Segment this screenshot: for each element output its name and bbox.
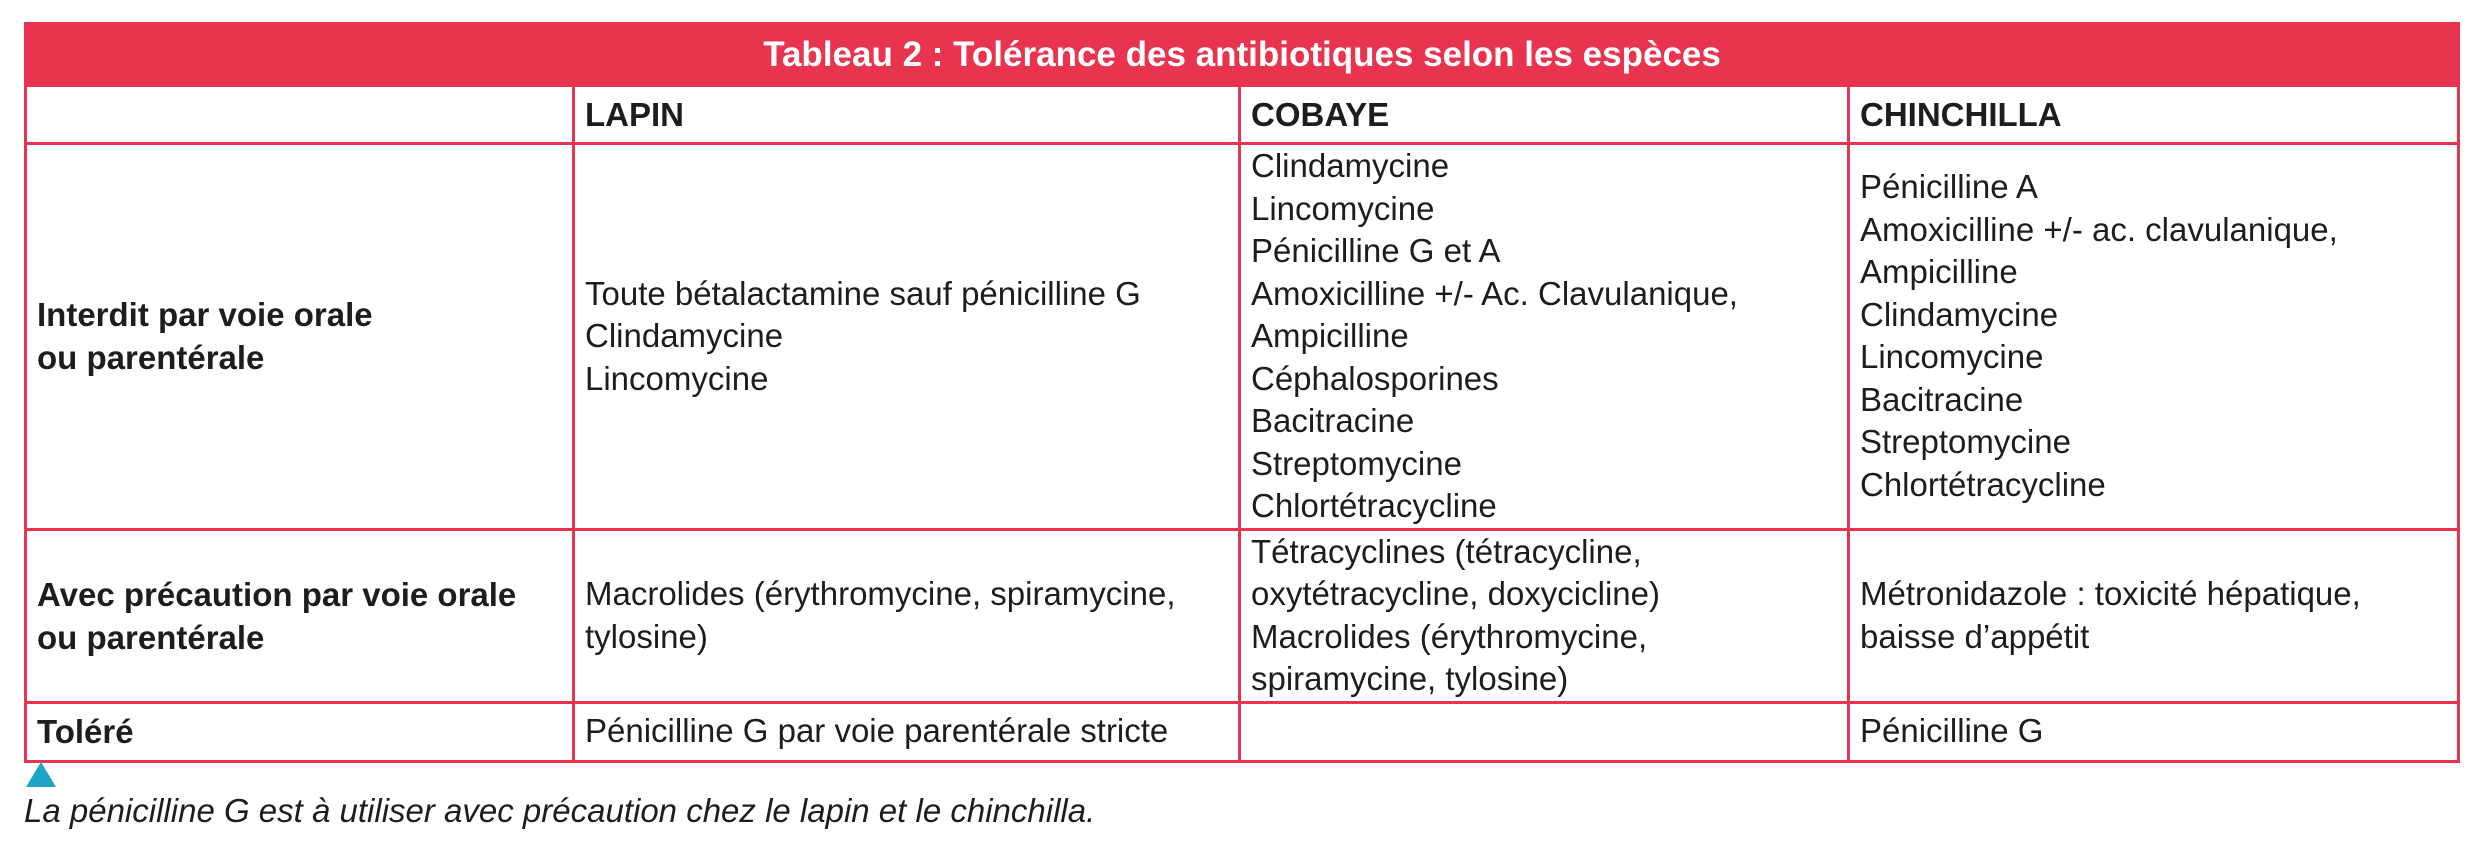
tolerance-table-container (24, 22, 2457, 763)
cell-line: Lincomycine (1860, 338, 2044, 376)
cell-tolere-lapin (574, 702, 1240, 761)
cell-line: Amoxicilline +/- ac. clavulanique, (1860, 210, 2338, 248)
cell-line: Clindamycine (1251, 147, 1450, 184)
row-label-precaution (26, 529, 574, 702)
cell-line: oxytétracycline, doxycicline) (1251, 575, 1660, 612)
cell-line: Streptomycine (1251, 444, 1462, 482)
cell-line: Pénicilline G et A (1251, 232, 1501, 269)
cell-line: Pénicilline A (1860, 168, 2038, 206)
cell-line: Toute bétalactamine sauf pénicilline G (585, 274, 1141, 312)
cell-tolere-cobaye (1240, 702, 1849, 761)
triangle-up-icon (26, 762, 56, 787)
antibiotic-tolerance-table (24, 22, 2460, 763)
cell-interdit-lapin (574, 144, 1240, 530)
cell-line: Chlortétracycline (1251, 487, 1497, 524)
cell-line: Clindamycine (1860, 295, 2059, 333)
column-header-lapin: LAPIN (574, 86, 1240, 144)
table-title: Tableau 2 : Tolérance des antibiotiques selon les espèces (26, 24, 2459, 86)
cell-line: Lincomycine (585, 359, 769, 397)
cell-line: Pénicilline G par voie parentérale stricte (585, 712, 1169, 750)
cell-tolere-chinchilla (1849, 702, 2459, 761)
row-label-tolere (26, 702, 574, 761)
cell-line: Lincomycine (1251, 189, 1435, 227)
cell-line: Métronidazole : toxicité hépatique, (1860, 575, 2361, 612)
cell-line: Tétracyclines (tétracycline, (1251, 532, 1642, 570)
column-header-row (26, 86, 2459, 144)
cell-line: Ampicilline (1860, 253, 2018, 291)
cell-line: baisse d’appétit (1860, 617, 2090, 655)
row-label-interdit (26, 144, 574, 530)
column-header-cobaye: COBAYE (1240, 86, 1849, 144)
cell-line: Bacitracine (1860, 380, 2024, 418)
cell-line: Chlortétracycline (1860, 465, 2106, 503)
row-label-line: Interdit par voie orale (37, 296, 373, 334)
column-header-empty (26, 86, 574, 144)
row-label-line: Avec précaution par voie orale (37, 575, 517, 613)
cell-line: Streptomycine (1860, 423, 2071, 461)
row-label-line: Toléré (37, 713, 134, 750)
row-label-line: ou parentérale (37, 618, 265, 656)
cell-line: spiramycine, tylosine) (1251, 660, 1569, 697)
cell-precaution-cobaye (1240, 529, 1849, 702)
row-label-line: ou parentérale (37, 339, 265, 377)
cell-line: Macrolides (érythromycine, spiramycine, (585, 575, 1176, 612)
cell-precaution-lapin (574, 529, 1240, 702)
cell-interdit-cobaye (1240, 144, 1849, 530)
column-header-chinchilla: CHINCHILLA (1849, 86, 2459, 144)
cell-line: Pénicilline G (1860, 712, 2044, 750)
table-row-precaution (26, 529, 2459, 702)
cell-line: tylosine) (585, 617, 708, 655)
table-row-tolere (26, 702, 2459, 761)
cell-line: Céphalosporines (1251, 359, 1499, 397)
cell-interdit-chinchilla (1849, 144, 2459, 530)
cell-line: Clindamycine (585, 317, 784, 354)
cell-line: Bacitracine (1251, 402, 1415, 439)
cell-line: Amoxicilline +/- Ac. Clavulanique, (1251, 274, 1738, 312)
cell-line: Macrolides (érythromycine, (1251, 617, 1648, 655)
cell-precaution-chinchilla (1849, 529, 2459, 702)
cell-line: Ampicilline (1251, 317, 1409, 354)
table-row-interdit (26, 144, 2459, 530)
table-caption: La pénicilline G est à utiliser avec précaution chez le lapin et le chinchilla. (24, 792, 1096, 829)
